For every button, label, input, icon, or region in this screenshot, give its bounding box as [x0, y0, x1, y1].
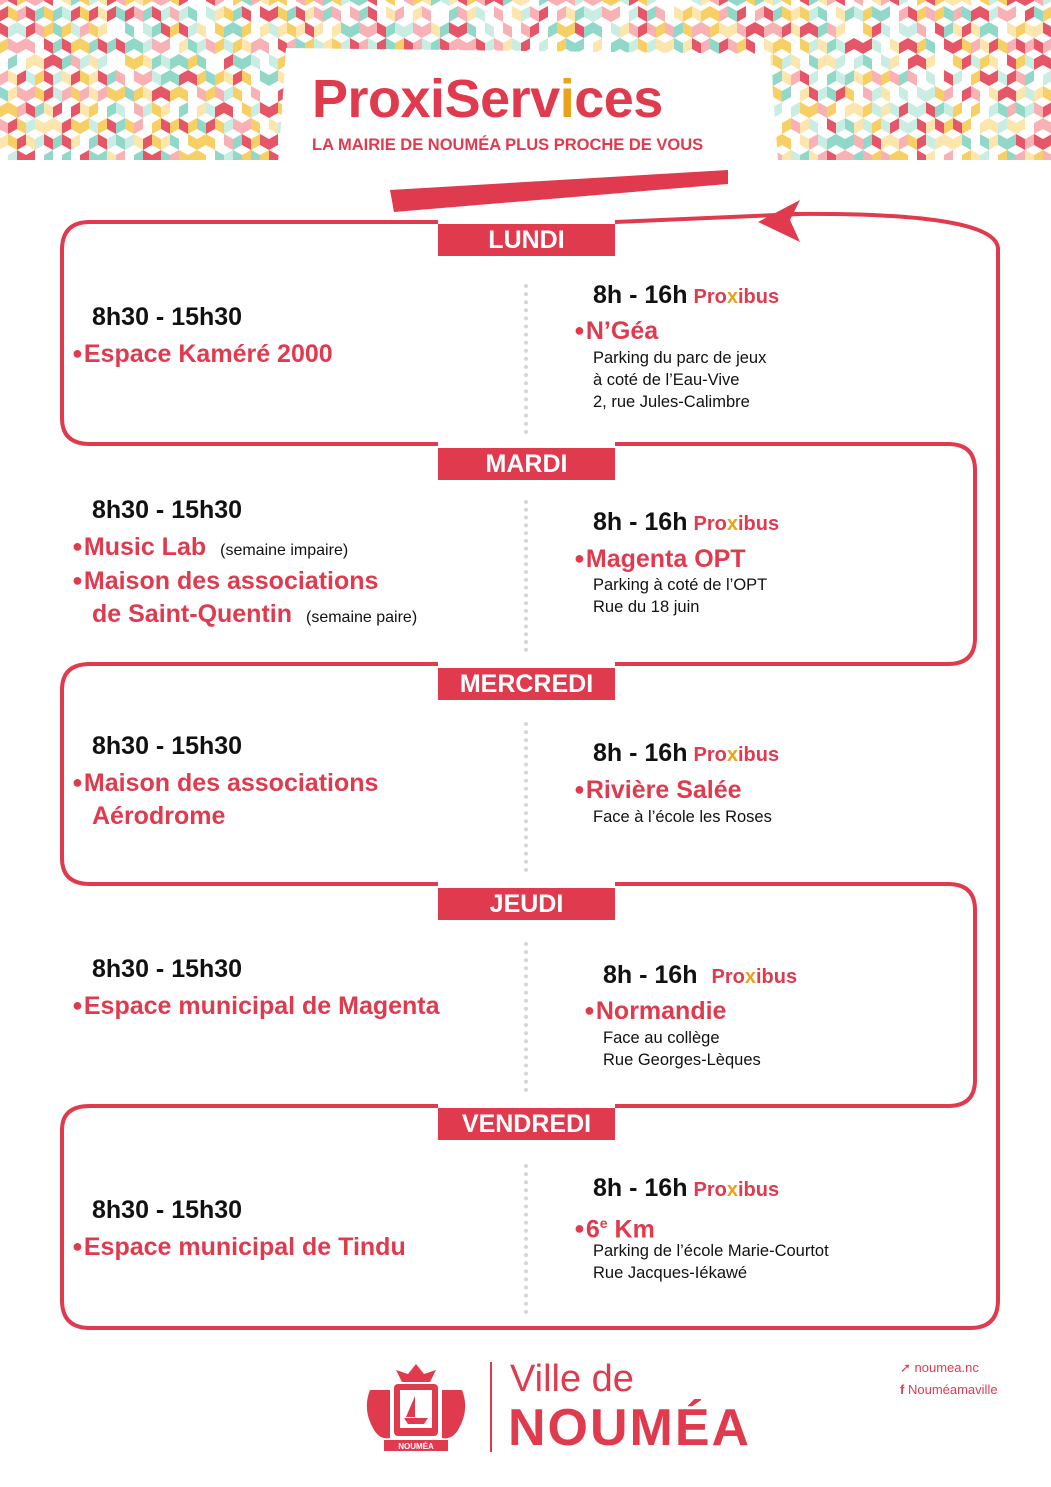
mardi-left-time: 8h30 - 15h30	[92, 496, 243, 524]
vendredi-left-place: ●Espace municipal de Tindu	[72, 1233, 406, 1261]
mardi-left-place-2b: de Saint-Quentin (semaine paire)	[92, 600, 418, 628]
footer-divider	[490, 1362, 492, 1452]
vendredi-right-place: ●6e Km	[574, 1215, 655, 1244]
page-title: ProxiServices	[312, 69, 663, 129]
proxibus-label: Proxibus	[693, 286, 780, 308]
day-label-mercredi: MERCREDI	[438, 668, 615, 700]
proxibus-label: Proxibus	[693, 513, 780, 535]
column-divider	[524, 284, 528, 434]
day-label-lundi: LUNDI	[438, 224, 615, 256]
mardi-right-address: Parking à coté de l’OPT Rue du 18 juin	[593, 576, 768, 616]
website-link[interactable]: ➚ noumea.nc	[900, 1360, 979, 1375]
lundi-right-place: ●N’Géa	[574, 317, 659, 345]
mercredi-left-place: ●Maison des associations	[72, 769, 379, 797]
jeudi-right-address: Face au collège Rue Georges-Lèques	[603, 1029, 761, 1069]
column-divider	[524, 1164, 528, 1314]
svg-text:NOUMÉA: NOUMÉA	[398, 1442, 434, 1451]
jeudi-right-time: 8h - 16h Proxibus	[603, 961, 798, 989]
lundi-left-time: 8h30 - 15h30	[92, 303, 243, 331]
vendredi-left-time: 8h30 - 15h30	[92, 1196, 243, 1224]
send-icon: ➚	[900, 1360, 911, 1375]
facebook-icon: f	[900, 1382, 905, 1397]
mercredi-right-time: 8h - 16h Proxibus	[593, 739, 780, 767]
vendredi-right-time: 8h - 16h Proxibus	[593, 1174, 780, 1202]
mardi-right-time: 8h - 16h Proxibus	[593, 508, 780, 536]
facebook-link[interactable]: f Nouméamaville	[900, 1382, 998, 1397]
lundi-left-place: ●Espace Kaméré 2000	[72, 340, 333, 368]
jeudi-left-time: 8h30 - 15h30	[92, 955, 243, 983]
vendredi-right-address: Parking de l’école Marie-Courtot Rue Jacques-Iékawé	[593, 1242, 829, 1282]
mercredi-right-address: Face à l’école les Roses	[593, 808, 772, 826]
noumea-crest-logo	[360, 1360, 472, 1452]
mercredi-right-place: ●Rivière Salée	[574, 776, 742, 804]
jeudi-right-place: ●Normandie	[584, 997, 727, 1025]
column-divider	[524, 942, 528, 1092]
day-label-mardi: MARDI	[438, 448, 615, 480]
proxibus-label: Proxibus	[711, 966, 798, 988]
day-label-jeudi: JEUDI	[438, 888, 615, 920]
day-label-vendredi: VENDREDI	[438, 1108, 615, 1140]
noumea-wordmark: NOUMÉA	[508, 1399, 752, 1457]
mardi-right-place: ●Magenta OPT	[574, 545, 746, 573]
lundi-right-time: 8h - 16h Proxibus	[593, 281, 780, 309]
proxibus-label: Proxibus	[693, 744, 780, 766]
mardi-left-place-2: ●Maison des associations	[72, 567, 379, 595]
column-divider	[524, 722, 528, 872]
page-subtitle: LA MAIRIE DE NOUMÉA PLUS PROCHE DE VOUS	[312, 136, 704, 154]
ville-de-label: Ville de	[510, 1358, 634, 1400]
mercredi-left-time: 8h30 - 15h30	[92, 732, 243, 760]
jeudi-left-place: ●Espace municipal de Magenta	[72, 992, 440, 1020]
mardi-left-place-1: ●Music Lab (semaine impaire)	[72, 533, 349, 561]
mercredi-left-place-b: Aérodrome	[92, 802, 226, 830]
column-divider	[524, 500, 528, 652]
proxibus-label: Proxibus	[693, 1179, 780, 1201]
lundi-right-address: Parking du parc de jeux à coté de l’Eau-Vive 2, rue Jules-Calimbre	[593, 349, 767, 411]
